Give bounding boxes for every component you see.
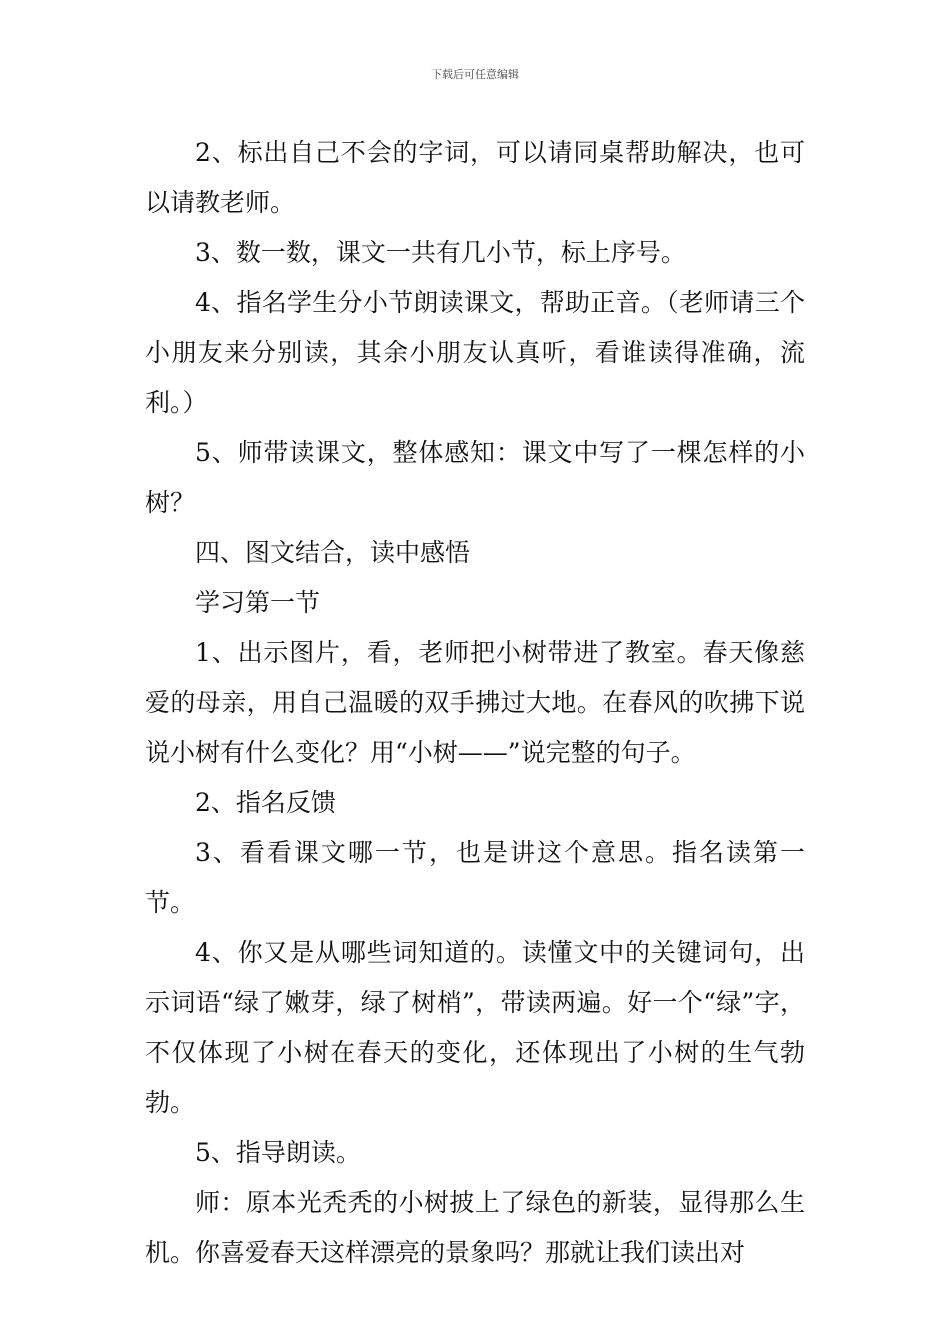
paragraph-step-2: 2、标出自己不会的字词，可以请同桌帮助解决，也可以请教老师。 <box>145 138 805 217</box>
paragraph-teacher: 师：原本光秃秃的小树披上了绿色的新装，显得那么生机。你喜爱春天这样漂亮的景象吗？那就让我们读出对 <box>145 1188 805 1267</box>
subheading-first-section: 学习第一节 <box>195 588 321 617</box>
section-heading-four: 四、图文结合，读中感悟 <box>195 538 471 567</box>
page-header: 下载后可任意编辑 <box>431 68 519 81</box>
paragraph-step-5: 5、师带读课文，整体感知：课文中写了一棵怎样的小树？ <box>145 438 805 517</box>
paragraph-learn-1: 1、出示图片，看，老师把小树带进了教室。春天像慈爱的母亲，用自己温暖的双手拂过大地。在春风的吹拂下说说小树有什么变化？用“小树——”说完整的句子。 <box>145 638 805 767</box>
paragraph-step-3: 3、数一数，课文一共有几小节，标上序号。 <box>195 238 686 267</box>
document-body <box>145 128 805 1278</box>
paragraph-learn-3: 3、看看课文哪一节，也是讲这个意思。指名读第一节。 <box>145 838 805 917</box>
paragraph-step-4: 4、指名学生分小节朗读课文，帮助正音。（老师请三个小朋友来分别读，其余小朋友认真听，看谁读得准确，流利。） <box>145 288 805 417</box>
paragraph-learn-2: 2、指名反馈 <box>195 788 336 817</box>
paragraph-learn-5: 5、指导朗读。 <box>195 1138 361 1167</box>
paragraph-learn-4: 4、你又是从哪些词知道的。读懂文中的关键词句，出示词语“绿了嫩芽，绿了树梢”，带读两遍。好一个“绿”字，不仅体现了小树在春天的变化，还体现出了小树的生气勃勃。 <box>145 938 805 1117</box>
